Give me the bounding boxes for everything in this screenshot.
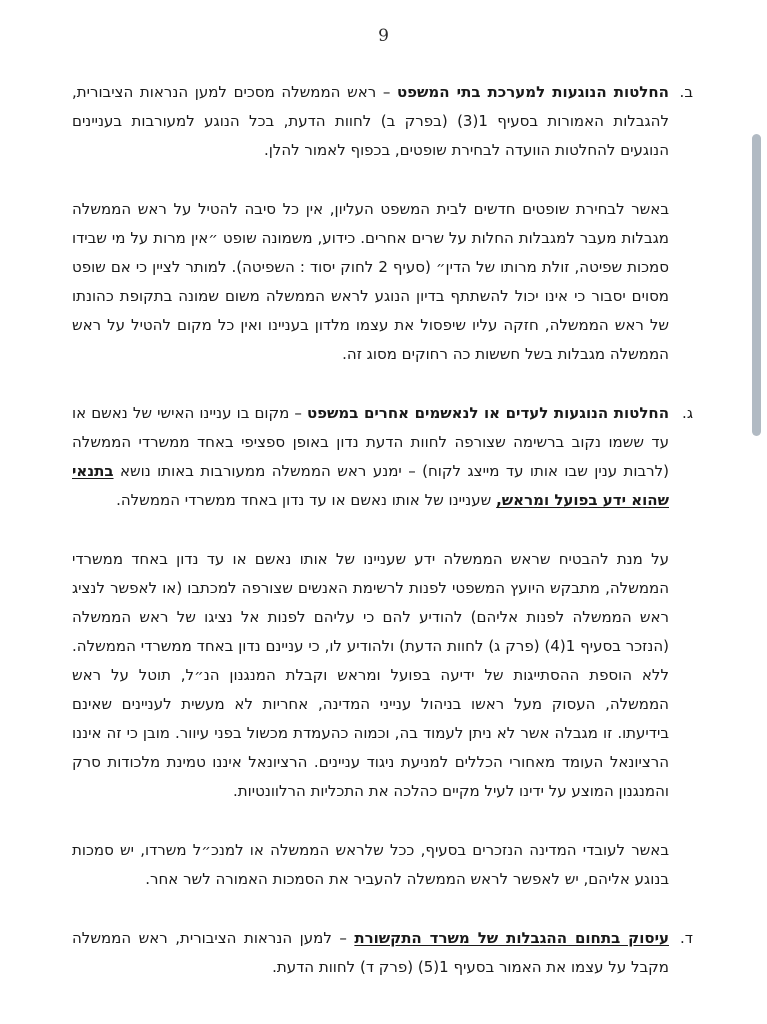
spacer	[72, 806, 695, 836]
clause-text-gimel-part2: שעניינו של אותו נאשם או עד נדון באחד ממשרדי הממשלה.	[116, 491, 497, 509]
spacer	[72, 894, 695, 924]
clause-text-dalet: למען הנראות הציבורית, ראש הממשלה מקבל על עצמו את האמור בסעיף 1(5) (פרק ד) לחוות הדעת.	[72, 929, 669, 976]
clause-marker-gimel: ג.	[682, 404, 693, 422]
spacer	[72, 165, 695, 195]
vertical-scrollbar-track[interactable]	[745, 0, 767, 1024]
paragraph-state-employees-authority: באשר לעובדי המדינה הנזכרים בסעיף, ככל שלראש הממשלה או למנכ״ל משרדו, יש סמכות בנוגע אליהם, יש לאפשר לראש הממשלה להעביר את הסמכות האמורה לשר אחר.	[72, 841, 669, 888]
clause-body-bet	[72, 78, 669, 165]
clause-heading-gimel: החלטות הנוגעות לעדים או לנאשמים אחרים במשפט	[306, 404, 670, 422]
page-number: 9	[378, 26, 389, 46]
clause-bet	[72, 78, 695, 165]
paragraph-supreme-court-appointments: באשר לבחירת שופטים חדשים לבית המשפט העליון, אין כל סיבה להטיל על ראש הממשלה מגבלות מעבר למגבלות החלות על שרים אחרים. כידוע, משמונה שופט ״אין מרות על מי שבידו סמכות שפיטה, זולת מרותו של הדין״ (סעיף 2 לחוק יסוד : השפיטה). למותר לציין כי אם שופט מסוים יסבור כי אינו יכול להשתתף בדיון הנוגע לראש הממשלה משום שמונה בתקופת כהונתו של ראש הממשלה, חזקה עליו שיפסול את עצמו מלדון בעניינו ואין כל מקום להטיל על ראש הממשלה מגבלות בשל חששות כה רחוקים מסוג זה.	[72, 200, 669, 363]
clause-text-bet: ראש הממשלה מסכים למען הנראות הציבורית, להגבלות האמורות בסעיף 1(3) (בפרק ב) לחוות הדעת, בכל הנוגע למעורבות בעניינים הנוגעים להחלטות הוועדה לבחירת שופטים, בכפוף לאמור להלן.	[72, 83, 669, 159]
clause-body-gimel	[72, 399, 669, 515]
spacer	[72, 515, 695, 545]
clause-gimel	[72, 399, 695, 515]
vertical-scrollbar-thumb[interactable]	[752, 134, 761, 436]
clause-text-gimel-emphasis: בתנאי שהוא ידע בפועל ומראש,	[72, 462, 669, 509]
clause-heading-dalet: עיסוק בתחום ההגבלות של משרד התקשורת	[354, 929, 669, 947]
clause-dash-dalet: –	[331, 929, 355, 947]
clause-heading-bet: החלטות הנוגעות למערכת בתי המשפט	[396, 83, 669, 101]
clause-marker-bet: ב.	[679, 83, 693, 101]
document-body	[72, 78, 695, 982]
clause-text-gimel-part1: מקום בו עניינו האישי של נאשם או עד ששמו נקוב ברשימה שצורפה לחוות הדעת נדון באופן ספציפי באחד ממשרדי הממשלה (לרבות ענין שבו אותו עד מייצג לקוח) – ימנע ראש הממשלה ממעורבות באותו נושא	[72, 404, 669, 480]
clause-marker-dalet: ד.	[680, 929, 693, 947]
clause-dash-gimel: –	[289, 404, 307, 422]
paragraph-attorney-general-mechanism: על מנת להבטיח שראש הממשלה ידע שעניינו של אותו נאשם או עד נדון באחד ממשרדי הממשלה, מתבקש היועץ המשפטי לפנות לרשימת האנשים שצורפה למכתבו (או לאפשר לנציג ראש הממשלה לפנות אליהם) להודיע להם כי עליהם לפנות אל נציגו של ראש הממשלה (הנזכר בסעיף 1(4) (פרק ג) לחוות הדעת) ולהודיע לו, כי עניינם נדון באחד ממשרדי הממשלה. ללא הוספת ההסתייגות של ידיעה בפועל ומראש וקבלת המנגנון הנ״ל, תוטל על ראש הממשלה, העסוק מעל ראשו בניהול ענייני המדינה, אחריות לא מעשית לעניינים שאינם בידיעתו. זו מגבלה אשר לא ניתן לעמוד בה, וכמוה כהעמדת מכשול בפני עיוור. מובן כי זה איננו הרציונאל העומד מאחורי הכללים למניעת ניגוד עניינים. הרציונאל איננו טמינת מלכודות סרק והמנגנון המוצע על ידינו לעיל מקיים כהלכה את התכליות הרלוונטיות.	[72, 550, 669, 800]
clause-dash-bet: –	[376, 83, 397, 101]
clause-dalet	[72, 924, 695, 982]
clause-body-dalet	[72, 924, 669, 982]
spacer	[72, 369, 695, 399]
